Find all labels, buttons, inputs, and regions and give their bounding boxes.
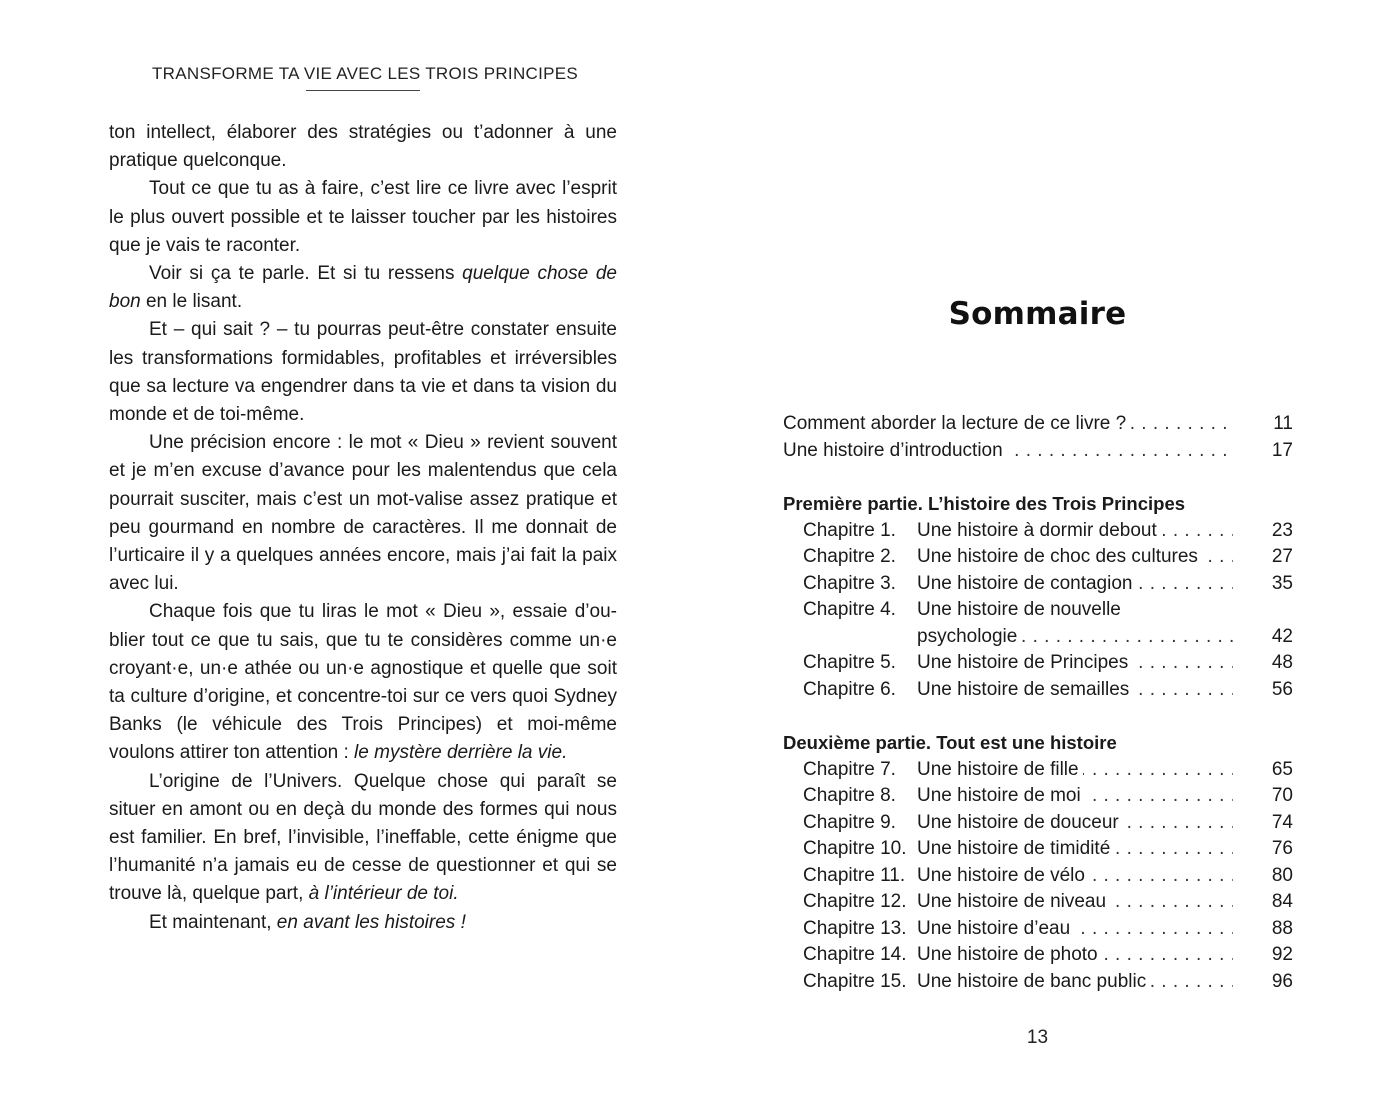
paragraph: Une précision encore : le mot « Dieu » revient souvent et je m’en excuse d’avance pour les malentendus que cela pourrait susciter, mais c’est un mot-valise assez pratique et peu gourmand en nombre de caractères. Il me donnait de l’urticaire il y a quelques années encore, mais j’ai fait la paix avec lui. xyxy=(109,432,617,595)
toc-chapter[interactable]: Chapitre 10. Une histoire de timidité . . . 76 xyxy=(783,836,1293,863)
toc-chapter[interactable]: Chapitre 9. Une histoire de douceur . . . 74 xyxy=(783,810,1293,837)
right-page xyxy=(700,0,1400,1115)
paragraph: ton intellect, élaborer des stratégies ou t’adonner à une pratique quelconque. xyxy=(109,122,617,172)
toc-chapter[interactable]: Chapitre 11. Une histoire de vélo . . . 80 xyxy=(783,863,1293,890)
toc-title: Sommaire xyxy=(948,296,1127,332)
table-of-contents xyxy=(783,411,1293,995)
toc-chapter[interactable]: Chapitre 13. Une histoire d’eau . . . 88 xyxy=(783,916,1293,943)
body-text xyxy=(109,119,617,937)
toc-chapter[interactable]: Chapitre 15. Une histoire de banc public . . . 96 xyxy=(783,969,1293,996)
toc-chapter-continued[interactable]: psychologie . . . 42 xyxy=(783,624,1293,651)
toc-chapter[interactable]: Chapitre 4. Une histoire de nouvelle xyxy=(783,597,1293,624)
paragraph: Tout ce que tu as à faire, c’est lire ce livre avec l’esprit le plus ouvert possible et te laisser toucher par les histoires que je vais te raconter. xyxy=(109,178,617,256)
paragraph: Et maintenant, en avant les histoires ! xyxy=(149,911,466,933)
paragraph: Chaque fois que tu liras le mot « Dieu », essaie d’oublier tout ce que tu sais, que tu te considères comme un·e croyant·e, un·e athée ou un·e agnostique et quelle que soit ta culture d’origine, et concentre-toi sur ce vers quoi Sydney Banks (le véhicule des Trois Principes) et moi-même voulons attirer ton attention : le mystère derrière la vie. xyxy=(109,601,617,764)
toc-chapter[interactable]: Chapitre 2. Une histoire de choc des cultures . . . 27 xyxy=(783,544,1293,571)
paragraph: L’origine de l’Univers. Quelque chose qui paraît se situer en amont ou en deçà du monde des formes qui nous est familier. En bref, l’invisible, l’ineffable, cette énigme que l’humanité n’a jamais eu de cesse de questionner et qui se trouve là, quelque part, à l’intérieur de toi. xyxy=(109,770,617,905)
toc-entry[interactable]: Comment aborder la lecture de ce livre ? . . . 11 xyxy=(783,411,1293,438)
paragraph: Voir si ça te parle. Et si tu ressens quelque chose de bon en le lisant. xyxy=(109,263,617,313)
toc-page-number: 11 xyxy=(1273,413,1293,434)
toc-chapter[interactable]: Chapitre 5. Une histoire de Principes . . . 48 xyxy=(783,650,1293,677)
toc-chapter[interactable]: Chapitre 7. Une histoire de fille . . . 65 xyxy=(783,757,1293,784)
toc-chapter[interactable]: Chapitre 6. Une histoire de semailles . . . 56 xyxy=(783,677,1293,704)
toc-chapter[interactable]: Chapitre 14. Une histoire de photo . . . 92 xyxy=(783,942,1293,969)
toc-part-heading[interactable]: Première partie. L’histoire des Trois Principes xyxy=(783,493,1186,514)
toc-chapter[interactable]: Chapitre 3. Une histoire de contagion . . . 35 xyxy=(783,571,1293,598)
toc-part-heading[interactable]: Deuxième partie. Tout est une histoire xyxy=(783,732,1117,753)
toc-entry[interactable]: Une histoire d’introduction . . . 17 xyxy=(783,438,1293,465)
toc-chapter[interactable]: Chapitre 12. Une histoire de niveau . . . 84 xyxy=(783,889,1293,916)
toc-chapter[interactable]: Chapitre 1. Une histoire à dormir debout . . . 23 xyxy=(783,518,1293,545)
running-head: TRANSFORME TA VIE AVEC LES TROIS PRINCIPES xyxy=(152,64,579,83)
running-head-rule xyxy=(306,90,420,91)
paragraph: Et – qui sait ? – tu pourras peut-être constater ensuite les transformations formidables, profitables et irréversibles que sa lecture va engendrer dans ta vie et dans ta vision du monde et de toi-même. xyxy=(109,319,617,426)
toc-page-number: 17 xyxy=(1271,439,1293,461)
page-number: 13 xyxy=(1026,1027,1049,1048)
toc-chapter[interactable]: Chapitre 8. Une histoire de moi . . . 70 xyxy=(783,783,1293,810)
